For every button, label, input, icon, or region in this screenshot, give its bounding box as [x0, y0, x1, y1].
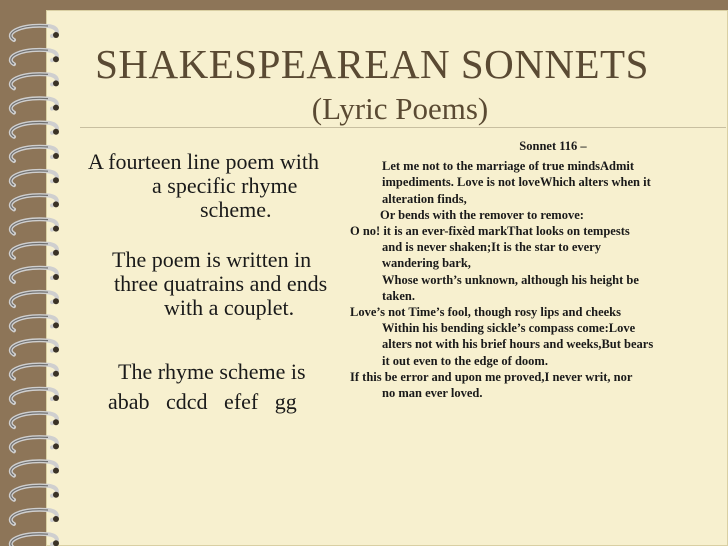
binding-hole	[53, 443, 59, 449]
sonnet-line: alteration finds,	[382, 191, 467, 206]
sonnet-line: alters not with his brief hours and weeks,But bears	[382, 337, 654, 352]
binding-hole	[53, 274, 59, 280]
binding-hole	[53, 516, 59, 522]
binding-ring	[11, 50, 57, 64]
sonnet-line: taken.	[382, 288, 415, 303]
sonnet-line: no man ever loved.	[382, 386, 483, 401]
sonnet-line: it out even to the edge of doom.	[382, 353, 548, 368]
binding-hole	[53, 153, 59, 159]
text-line: three quatrains and ends	[114, 271, 328, 296]
slide-title: SHAKESPEAREAN SONNETS	[95, 41, 649, 87]
binding-hole	[53, 226, 59, 232]
binding-hole	[53, 395, 59, 401]
binding-ring	[11, 74, 57, 88]
binding-ring	[11, 365, 57, 379]
sonnet-title: Sonnet 116 –	[519, 139, 587, 153]
binding-hole	[53, 419, 59, 425]
text-line: A fourteen line poem with	[88, 149, 319, 174]
binding-hole	[53, 347, 59, 353]
binding-ring	[11, 510, 57, 524]
text-line: scheme.	[200, 197, 272, 222]
divider	[80, 127, 726, 128]
binding-ring	[11, 195, 57, 209]
binding-ring	[11, 413, 57, 427]
rhyme-scheme-text: abab cdcd efef gg	[108, 389, 297, 414]
binding-ring	[11, 268, 57, 282]
binding-ring	[11, 461, 57, 475]
binding-hole	[53, 371, 59, 377]
sonnet-line: impediments. Love is not loveWhich alters when it	[382, 175, 651, 190]
sonnet-line: Within his bending sickle’s compass come:Love	[382, 321, 636, 336]
text-line: a specific rhyme	[152, 173, 298, 198]
binding-hole	[53, 32, 59, 38]
binding-hole	[53, 540, 59, 546]
paragraph-structure	[88, 248, 388, 320]
sonnet-line: Whose worth’s unknown, although his height be	[382, 272, 639, 287]
binding-ring	[11, 534, 57, 546]
sonnet-line: Or bends with the remover to remove:	[380, 207, 584, 222]
binding-ring	[11, 98, 57, 112]
binding-hole	[53, 468, 59, 474]
binding-ring	[11, 171, 57, 185]
binding-ring	[11, 437, 57, 451]
sonnet-line: wandering bark,	[382, 256, 471, 271]
slide-subtitle: (Lyric Poems)	[311, 91, 489, 126]
binding-hole	[53, 322, 59, 328]
left-text-column	[88, 150, 388, 414]
sonnet-column	[350, 138, 706, 401]
paragraph-definition	[88, 150, 388, 222]
binding-hole	[53, 492, 59, 498]
binding-ring	[11, 26, 57, 40]
text-line: with a couplet.	[164, 295, 295, 320]
binding-hole	[53, 177, 59, 183]
binding-hole	[53, 129, 59, 135]
binding-hole	[53, 105, 59, 111]
binding-hole	[53, 298, 59, 304]
binding-ring	[11, 219, 57, 233]
binding-hole	[53, 201, 59, 207]
sonnet-line: Let me not to the marriage of true mindsAdmit	[382, 159, 635, 174]
binding-ring	[11, 340, 57, 354]
sonnet-line: Love’s not Time’s fool, though rosy lips and cheeks	[350, 305, 621, 320]
text-line: The poem is written in	[112, 247, 312, 272]
binding-ring	[11, 389, 57, 403]
sonnet-line: If this be error and upon me proved,I never writ, nor	[350, 369, 633, 384]
binding-ring	[11, 123, 57, 137]
sonnet-line: O no! it is an ever-fixèd markThat looks on tempests	[350, 224, 630, 239]
binding-ring	[11, 292, 57, 306]
binding-ring	[11, 316, 57, 330]
text-line: The rhyme scheme is	[118, 359, 306, 384]
binding-hole	[53, 250, 59, 256]
paragraph-rhyme-scheme	[88, 360, 388, 414]
binding-ring	[11, 486, 57, 500]
binding-ring	[11, 244, 57, 258]
binding-ring	[11, 147, 57, 161]
sonnet-line: and is never shaken;It is the star to every	[382, 240, 601, 255]
